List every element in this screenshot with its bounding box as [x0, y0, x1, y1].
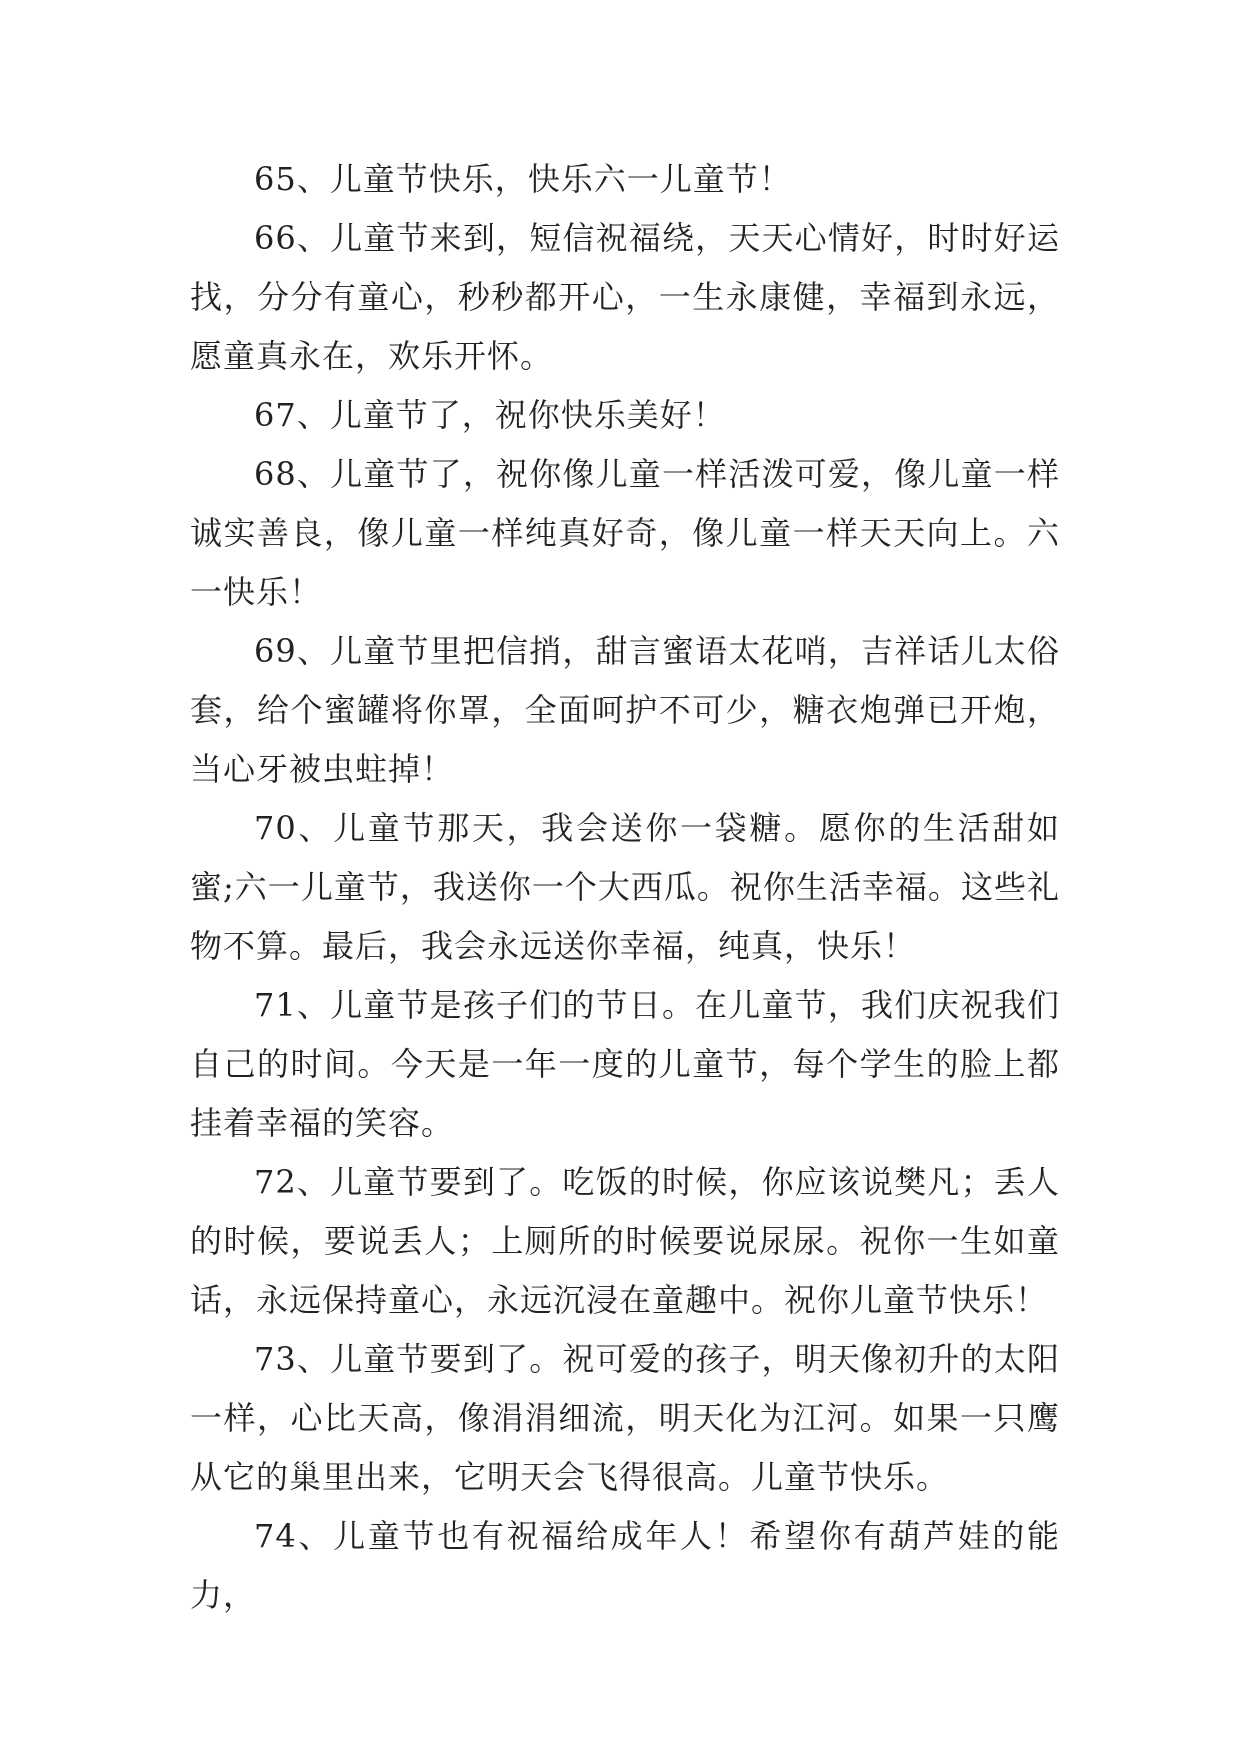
paragraph-66: 66、儿童节来到，短信祝福绕，天天心情好，时时好运找，分分有童心，秒秒都开心，一生永康健，幸福到永远，愿童真永在，欢乐开怀。 [190, 219, 1060, 375]
paragraph-65: 65、儿童节快乐，快乐六一儿童节！ [254, 160, 792, 198]
document-body [190, 150, 1060, 1625]
paragraph-74: 74、儿童节也有祝福给成年人！希望你有葫芦娃的能力， [190, 1517, 1060, 1614]
paragraph-69: 69、儿童节里把信捎，甜言蜜语太花哨，吉祥话儿太俗套，给个蜜罐将你罩，全面呵护不可少，糖衣炮弹已开炮，当心牙被虫蛀掉！ [190, 632, 1060, 788]
paragraph-67: 67、儿童节了，祝你快乐美好！ [254, 396, 726, 434]
paragraph-70: 70、儿童节那天，我会送你一袋糖。愿你的生活甜如蜜;六一儿童节，我送你一个大西瓜。祝你生活幸福。这些礼物不算。最后，我会永远送你幸福，纯真，快乐！ [190, 809, 1060, 965]
paragraph-72: 72、儿童节要到了。吃饭的时候，你应该说樊凡；丢人的时候，要说丢人；上厕所的时候要说尿尿。祝你一生如童话，永远保持童心，永远沉浸在童趣中。祝你儿童节快乐！ [190, 1163, 1060, 1319]
paragraph-73: 73、儿童节要到了。祝可爱的孩子，明天像初升的太阳一样，心比天高，像涓涓细流，明天化为江河。如果一只鹰从它的巢里出来，它明天会飞得很高。儿童节快乐。 [190, 1340, 1060, 1496]
paragraph-68: 68、儿童节了，祝你像儿童一样活泼可爱，像儿童一样诚实善良，像儿童一样纯真好奇，像儿童一样天天向上。六一快乐！ [190, 455, 1060, 611]
paragraph-71: 71、儿童节是孩子们的节日。在儿童节，我们庆祝我们自己的时间。今天是一年一度的儿童节，每个学生的脸上都挂着幸福的笑容。 [190, 986, 1060, 1142]
